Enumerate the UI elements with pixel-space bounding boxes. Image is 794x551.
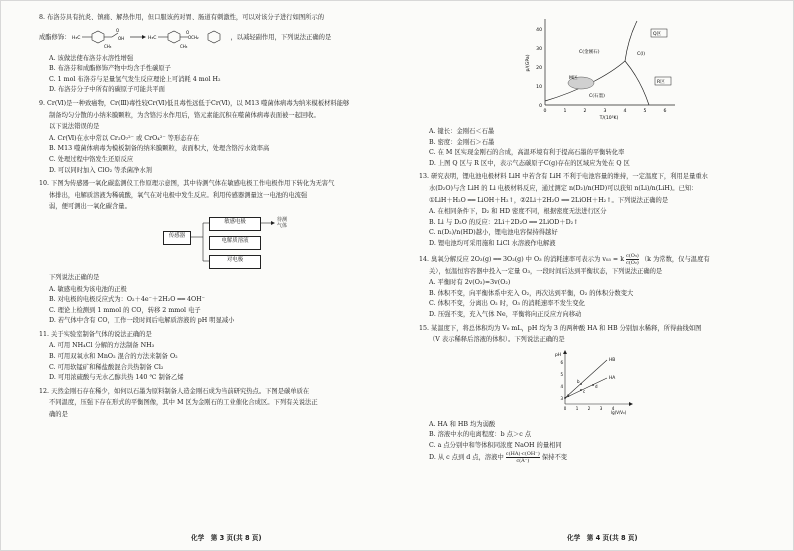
q15-option-b: B. 溶液中水的电离程度：b 点＞c 点	[429, 431, 532, 439]
ha-hb-dilution-graph	[549, 348, 639, 418]
ibuprofen-ester-reaction-image	[70, 26, 230, 52]
q14-stem-suffix: （k 为常数，仅与温度有	[640, 255, 710, 263]
region-q-label: Q区	[653, 32, 662, 37]
q14-stem-prefix: 14. 臭氧分解反应 2O₃(g) ══ 3O₂(g) 中 O₃ 的消耗速率可表示为 v₀₃ = k	[419, 255, 625, 263]
phase-diagram-svg	[519, 13, 689, 123]
q8-reaction-row	[39, 26, 389, 52]
phase-xlabel: T/(10³K)	[599, 116, 619, 121]
q9-stem-line-3: 以下说法错误的是	[49, 123, 100, 131]
q9-option-b: B. M13 噬菌体病毒为模板制备的纳米膜颗粒，表面积大，处理含铬污水效率高	[49, 145, 270, 153]
q14-option-b: B. 体积不变，向平衡体系中充入 O₂，再次达到平衡，O₂ 的体积分数变大	[429, 289, 634, 297]
svg-text:OCH₂: OCH₂	[188, 34, 200, 40]
footer-page-4: 化学 第 4 页(共 8 页)	[567, 534, 638, 542]
q14-option-c: C. 体积不变，分离出 O₂ 时，O₃ 的消耗速率不发生变化	[429, 300, 585, 308]
footer-page-3: 化学 第 3 页(共 8 页)	[191, 534, 262, 542]
q8-option-d: D. 布洛芬分子中所有的碳原子可能共平面	[49, 86, 165, 94]
point-d-label: d	[595, 383, 598, 389]
ha-label: HA	[609, 375, 616, 381]
q14-frac-den: c(O₂)	[626, 259, 639, 266]
phase-xtick-4: 4	[623, 109, 627, 114]
sensor-box: 传感器	[163, 231, 191, 245]
phase-ytick-40: 40	[536, 28, 542, 33]
dilution-xtick-3: 3	[599, 405, 603, 411]
svg-text:O: O	[186, 29, 190, 35]
dilution-xtick-4: 4	[611, 405, 615, 411]
point-a-label: a	[567, 392, 570, 398]
phase-xtick-0: 0	[543, 109, 547, 114]
electrolyte-layer: 电解质溶液	[209, 236, 261, 250]
phase-ytick-0: 0	[539, 104, 542, 109]
q13-option-d: D. 锂电池均可采用施和 LiCl 水溶液作电解液	[429, 239, 556, 247]
question-14	[419, 253, 769, 321]
left-column	[39, 13, 389, 422]
q10-stem-line-3: 弱，便可测出一氧化碳含量。	[49, 203, 131, 211]
gas-label-line-1: 待测	[277, 216, 288, 223]
ha-line	[565, 378, 607, 398]
point-b-label: b	[577, 378, 580, 384]
q15-option-a: A. HA 和 HB 均为弱酸	[429, 420, 496, 428]
point-c-label: c	[583, 388, 586, 394]
q8-stem: 8. 布洛芬具有抗炎、镇痛、解热作用，但口服该药对胃、肠道有刺激性，可以对该分子进行如图所示的	[39, 14, 325, 21]
question-12	[39, 387, 389, 421]
hb-line	[565, 360, 607, 398]
q8-stem-suffix: ，以减轻副作用，下列说法正确的是	[230, 34, 332, 42]
question-11	[39, 330, 389, 384]
phase-xtick-1: 1	[563, 109, 567, 114]
svg-text:CH₃: CH₃	[180, 43, 188, 49]
svg-text:H₃C: H₃C	[148, 35, 157, 41]
q15-option-d-fraction	[506, 451, 540, 464]
q14-stem-line-2: 关），恒温恒容容器中投入一定量 O₃，一段时间后达到平衡状态，下列说法正确的是	[429, 267, 663, 275]
q8-option-b: B. 布洛芬和成酯修饰产物中均含手性碳原子	[49, 65, 171, 73]
q15-option-d-suffix: 保持不变	[541, 454, 568, 462]
dilution-graph-svg	[549, 348, 639, 418]
region-r-label: R区	[657, 80, 665, 85]
region-m-label: M区	[569, 76, 578, 81]
q12-stem-line-3: 确的是	[49, 411, 68, 419]
q11-stem: 11. 关于实验室制备气体的说法正确的是	[39, 330, 152, 338]
phase-xtick-5: 5	[643, 109, 647, 114]
q15-option-d	[419, 451, 769, 464]
q12-stem-line-1: 12. 天然金刚石存在稀少，如何以石墨为原料制备人造金刚石成为当前研究热点。下图是碳单质在	[39, 387, 310, 395]
q10-option-a: A. 敏感电极为该电池的正极	[49, 285, 127, 293]
q12-option-c: C. 在 M 区实现金刚石的合成，高温环境有利于提高石墨的平衡转化率	[429, 149, 625, 157]
diamond-liquid-boundary	[625, 21, 637, 61]
q15-option-d-prefix: D. 从 c 点到 d 点，溶液中	[429, 454, 506, 462]
q15-stem-line-2: （V 表示稀释后溶液的体积）。下列说法正确的是	[429, 336, 565, 344]
phase-xtick-6: 6	[663, 109, 667, 114]
right-column	[419, 13, 769, 464]
q9-option-d: D. 可以同时加入 ClO₂ 等杀菌净水剂	[49, 166, 152, 174]
q13-option-a: A. 在相同条件下，D₂ 和 HD 密度不同，根据密度无法进行区分	[429, 208, 607, 216]
q11-option-c: C. 可用软锰矿和稀盐酸混合共热制备 Cl₂	[49, 363, 164, 371]
q9-option-c: C. 处理过程中铬发生还原反应	[49, 155, 134, 163]
q15-stem-line-1: 15. 某温度下，将总体积均为 V₀ mL，pH 均为 3 的两种酸 HA 和 HB 分别加水稀释，所得曲线如图	[419, 324, 702, 332]
phase-ytick-30: 30	[536, 47, 542, 52]
q10-lead: 下列说法正确的是	[49, 273, 100, 281]
gas-label	[277, 217, 287, 229]
graphite-liquid-boundary	[625, 61, 649, 105]
q10-stem-line-2: 体排出，电解质溶液为稀硫酸，氧气在对电极中发生反应。利用传感器测量这一电池的电流强	[49, 191, 308, 199]
svg-text:O: O	[116, 27, 120, 33]
q10-option-d: D. 若气体中含有 CO，工作一段时间后电解质溶液的 pH 明显减小	[49, 317, 235, 325]
region-diamond-label: C(金刚石)	[579, 50, 600, 55]
question-9	[39, 99, 389, 176]
svg-text:CH₃: CH₃	[104, 43, 112, 49]
q12-option-b: B. 密度：金刚石＞石墨	[429, 138, 495, 146]
q11-option-b: B. 可用双氧水和 MnO₂ 混合的方法来制备 O₂	[49, 353, 178, 361]
q14-rate-fraction	[626, 253, 639, 266]
q11-option-d: D. 可用浓硫酸与无水乙醇共热 140 ℃ 制备乙烯	[49, 374, 184, 382]
q15-frac-num: c(HA)·c(OH⁻)	[505, 451, 540, 458]
phase-ylabel: p/(GPa)	[526, 54, 531, 72]
svg-text:H₃C: H₃C	[72, 35, 81, 41]
gas-label-line-2: 气体	[277, 222, 288, 229]
dilution-xtick-1: 1	[575, 405, 579, 411]
dilution-ytick-6: 6	[560, 359, 563, 365]
phase-ytick-20: 20	[536, 66, 542, 71]
q12-stem-line-2: 不同温度，压强下存在形式的平衡图像，其中 M 区为金刚石的工业催化合成区。下列有关说法正	[49, 399, 318, 407]
q13-option-c: C. n(D₂)/n(HD)越小，锂电池电容保持得越好	[429, 229, 558, 237]
q10-stem-line-1: 10. 下图为传感器一氧化碳监测仪工作原理示意图，其中待测气体在敏感电极工作电极作用下转化为无害气	[39, 180, 335, 188]
q14-option-a: A. 平衡时有 2v(O₃)=3v(O₂)	[429, 279, 511, 287]
q11-option-a: A. 可用 NH₄Cl 分解的方法制备 NH₃	[49, 342, 155, 350]
region-graphite-label: C(石墨)	[589, 94, 605, 99]
q10-option-b: B. 对电极的电极反应式为：O₂＋4e⁻＋2H₂O ══ 4OH⁻	[49, 296, 205, 304]
dilution-xlabel: lg(V/V₀)	[611, 409, 627, 415]
q14-stem-line-1	[419, 253, 769, 266]
carbon-phase-diagram	[519, 13, 689, 123]
q15-option-c: C. a 点分别中和等体积同浓度 NaOH 的量相同	[429, 441, 562, 449]
question-8	[39, 13, 389, 96]
q13-stem-line-3: ①LiH＋H₂O ══ LiOH＋H₂↑，②2Li＋2H₂O ══ 2LiOH＋H₂↑。下列说法正确的是	[429, 196, 669, 204]
q12-option-d: D. 上图 Q 区与 R 区中，表示气态碳原子C(g)存在的区域应为处在 Q 区	[429, 159, 630, 167]
svg-text:OH: OH	[118, 35, 125, 41]
phase-xtick-3: 3	[603, 109, 607, 114]
q8-option-a: A. 该做法使布洛芬水溶性增强	[49, 54, 134, 62]
q13-stem-line-2: 水(D₂O)与含 LiH 的 Li 电极材料反应，通过测定 n(D₂)/n(HD)可以获知 n(Li)/n(LiH)。已知：	[429, 184, 698, 192]
question-13	[419, 172, 769, 249]
question-10	[39, 179, 389, 327]
phase-xtick-2: 2	[583, 109, 587, 114]
q10-option-c: C. 理论上检测到 1 mmol 的 CO，转移 2 mmol 电子	[49, 306, 201, 314]
q14-option-d: D. 压强不变，充入气体 Ne，平衡将向正反应方向移动	[429, 310, 582, 318]
region-liquid-label: C(l)	[637, 52, 646, 57]
dilution-ytick-3: 3	[560, 395, 563, 401]
q15-frac-den: c(A⁻)	[516, 458, 530, 465]
co-sensor-diagram	[163, 217, 313, 269]
dilution-ytick-4: 4	[560, 383, 563, 389]
q9-stem-line-1: 9. Cr(Ⅵ)是一种致癌物，Cr(Ⅲ)毒性较Cr(Ⅵ)低且毒性远低于Cr(Ⅵ)，以 M13 噬菌体病毒为纳米模板材料能够	[39, 99, 350, 107]
phase-ytick-10: 10	[536, 85, 542, 90]
dilution-ylabel: pH	[555, 352, 562, 358]
counter-electrode: 对电极	[209, 255, 261, 269]
q9-option-a: A. Cr(Ⅵ)在水中常以 Cr₂O₇²⁻ 或 CrO₄²⁻ 等形态存在	[49, 134, 200, 142]
dilution-ytick-5: 5	[560, 371, 563, 377]
dilution-xtick-0: 0	[563, 405, 567, 411]
q8-stem-prefix: 成酯修饰：	[39, 34, 71, 42]
dilution-xtick-2: 2	[587, 405, 591, 411]
q12-option-a: A. 键长：金刚石＜石墨	[429, 128, 495, 135]
q8-option-c: C. 1 mol 布洛芬与足量氢气发生反应理论上可消耗 4 mol H₂	[49, 75, 221, 83]
hb-label: HB	[609, 357, 616, 363]
q13-option-b: B. Li 与 D₂O 的反应：2Li＋2D₂O ══ 2LiOD＋D₂↑	[429, 218, 579, 226]
q13-stem-line-1: 13. 研究表明，锂电池电极材料 LiH 中若含有 LiH 不利于电池容量的维持，一定温度下，利用足量重水	[419, 173, 708, 181]
q9-stem-line-2: 制备均匀分散的小纳米膜颗粒，为含铬污水作用后，铬元素能沉积在噬菌体病毒表面被一起回收。	[49, 111, 320, 119]
q14-frac-num: c(O₃)	[626, 252, 639, 259]
sensitive-electrode: 敏感电极	[209, 217, 261, 231]
question-15	[419, 324, 769, 465]
